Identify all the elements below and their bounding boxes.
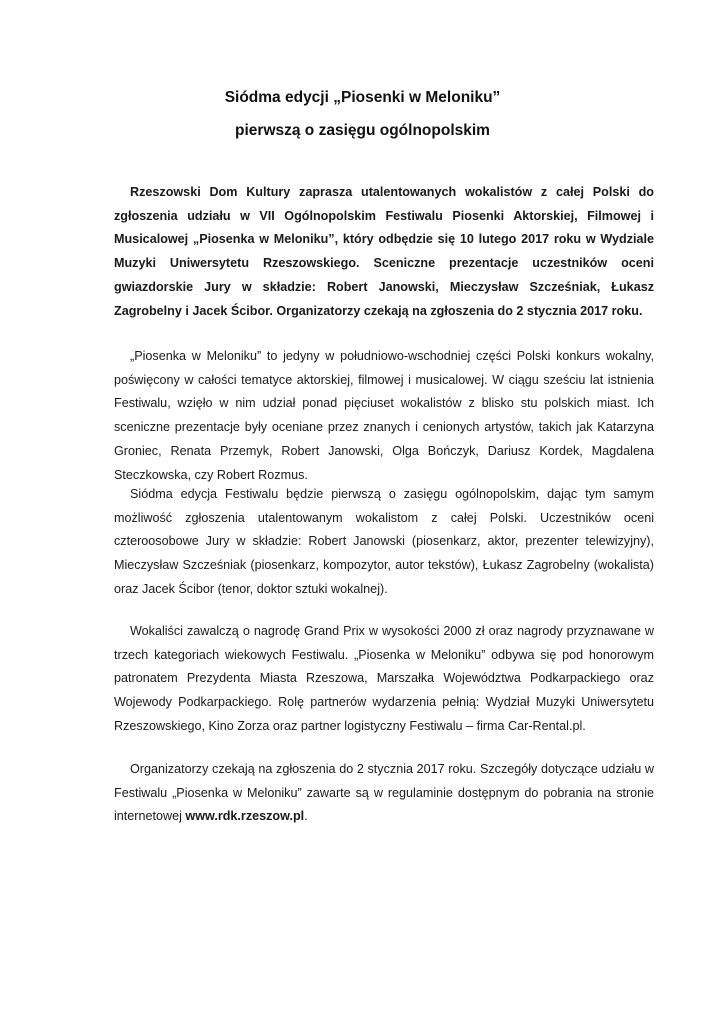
paragraph-prizes-partners: Wokaliści zawalczą o nagrodę Grand Prix w wysokości 2000 zł oraz nagrody przyznawane w trzech kategoriach wiekowych Festiwalu. „Piosenka w Meloniku” odbywa się pod honorowym patronatem Prezydenta Miasta Rzeszowa, Marszałka Województwa Podkarpackiego oraz Wojewody Podkarpackiego. Rolę partnerów wydarzenia pełnią: Wydział Muzyki Uniwersytetu Rzeszowskiego, Kino Zorza oraz partner logistyczny Festiwalu – firma Car-Rental.pl.: [114, 624, 654, 733]
paragraph-registration: [114, 758, 654, 829]
website-link[interactable]: www.rdk.rzeszow.pl: [185, 809, 305, 824]
paragraph-about-festival: „Piosenka w Meloniku” to jedyny w południowo-wschodniej części Polski konkurs wokalny, poświęcony w całości tematyce aktorskiej, filmowej i musicalowej. W ciągu sześciu lat istnienia Festiwalu, wzięło w nim udział ponad pięciuset wokalistów z blisko stu polskich miast. Ich sceniczne prezentacje były oceniane przez znanych i cenionych artystów, takich jak Katarzyna Groniec, Renata Przemyk, Robert Janowski, Olga Bończyk, Dariusz Kordek, Magdalena Steczkowska, czy Robert Rozmus.: [114, 349, 654, 482]
paragraph-registration-end: .: [304, 809, 308, 824]
paragraph-jury: Siódma edycja Festiwalu będzie pierwszą o zasięgu ogólnopolskim, dając tym samym możliwość zgłoszenia utalentowanym wokalistom z całej Polski. Uczestników oceni czteroosobowe Jury w składzie: Robert Janowski (piosenkarz, aktor, prezenter telewizyjny), Mieczysław Szcześniak (piosenkarz, kompozytor, autor tekstów), Łukasz Zagrobelny (wokalista) oraz Jacek Ścibor (tenor, doktor sztuki wokalnej).: [114, 487, 654, 596]
paragraph-intro: Rzeszowski Dom Kultury zaprasza utalentowanych wokalistów z całej Polski do zgłoszenia udziału w VII Ogólnopolskim Festiwalu Piosenki Aktorskiej, Filmowej i Musicalowej „Piosenka w Meloniku”, który odbędzie się 10 lutego 2017 roku w Wydziale Muzyki Uniwersytetu Rzeszowskiego. Sceniczne prezentacje uczestników oceni gwiazdorskie Jury w składzie: Robert Janowski, Mieczysław Szcześniak, Łukasz Zagrobelny i Jacek Ścibor. Organizatorzy czekają na zgłoszenia do 2 stycznia 2017 roku.: [114, 185, 654, 318]
document-title-line-1: Siódma edycji „Piosenki w Meloniku”: [224, 89, 501, 106]
document-title-line-2: pierwszą o zasięgu ogólnopolskim: [235, 122, 490, 139]
paragraph-registration-text: Organizatorzy czekają na zgłoszenia do 2 stycznia 2017 roku. Szczegóły dotyczące udziału w Festiwalu „Piosenka w Meloniku” zawarte są w regulaminie dostępnym do pobrania na stronie internetowej: [114, 762, 654, 824]
